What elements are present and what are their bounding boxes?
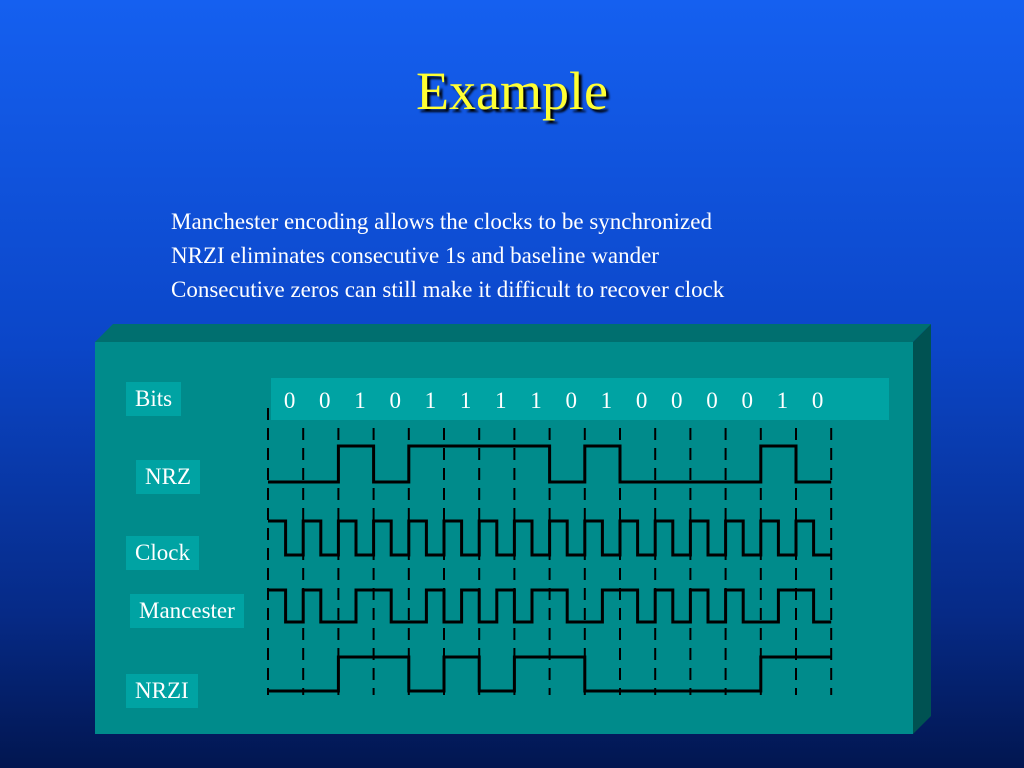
- bit-value: 1: [424, 388, 437, 413]
- label-clock: Clock: [126, 536, 199, 570]
- bit-value: 0: [741, 388, 753, 413]
- bit-value: 0: [811, 388, 824, 413]
- bit-value: 0: [389, 388, 401, 413]
- bit-value: 0: [635, 388, 648, 413]
- slide-title: Example: [416, 61, 608, 121]
- label-nrz: NRZ: [136, 460, 200, 494]
- bullet-nrzi: NRZI eliminates consecutive 1s and baseline wander: [171, 243, 659, 268]
- bit-value: 1: [600, 388, 613, 413]
- label-nrzi: NRZI: [126, 674, 198, 708]
- panel-side-face: [913, 324, 931, 734]
- bit-value: 0: [706, 388, 718, 413]
- bullet-zeros: Consecutive zeros can still make it difficult to recover clock: [171, 277, 725, 302]
- bit-value: 1: [776, 388, 789, 413]
- bit-value: 1: [495, 388, 507, 413]
- bit-value: 1: [530, 388, 542, 413]
- label-manchester: Mancester: [130, 594, 244, 628]
- bit-value: 0: [565, 388, 577, 413]
- bit-value: 0: [671, 388, 683, 413]
- bit-value: 0: [283, 388, 296, 413]
- bit-value: 1: [354, 388, 366, 413]
- bullet-manchester: Manchester encoding allows the clocks to be synchronized: [171, 209, 712, 234]
- panel-top-face: [95, 324, 931, 342]
- bit-value: 1: [459, 388, 472, 413]
- label-bits: Bits: [126, 382, 181, 416]
- bit-value: 0: [319, 388, 331, 413]
